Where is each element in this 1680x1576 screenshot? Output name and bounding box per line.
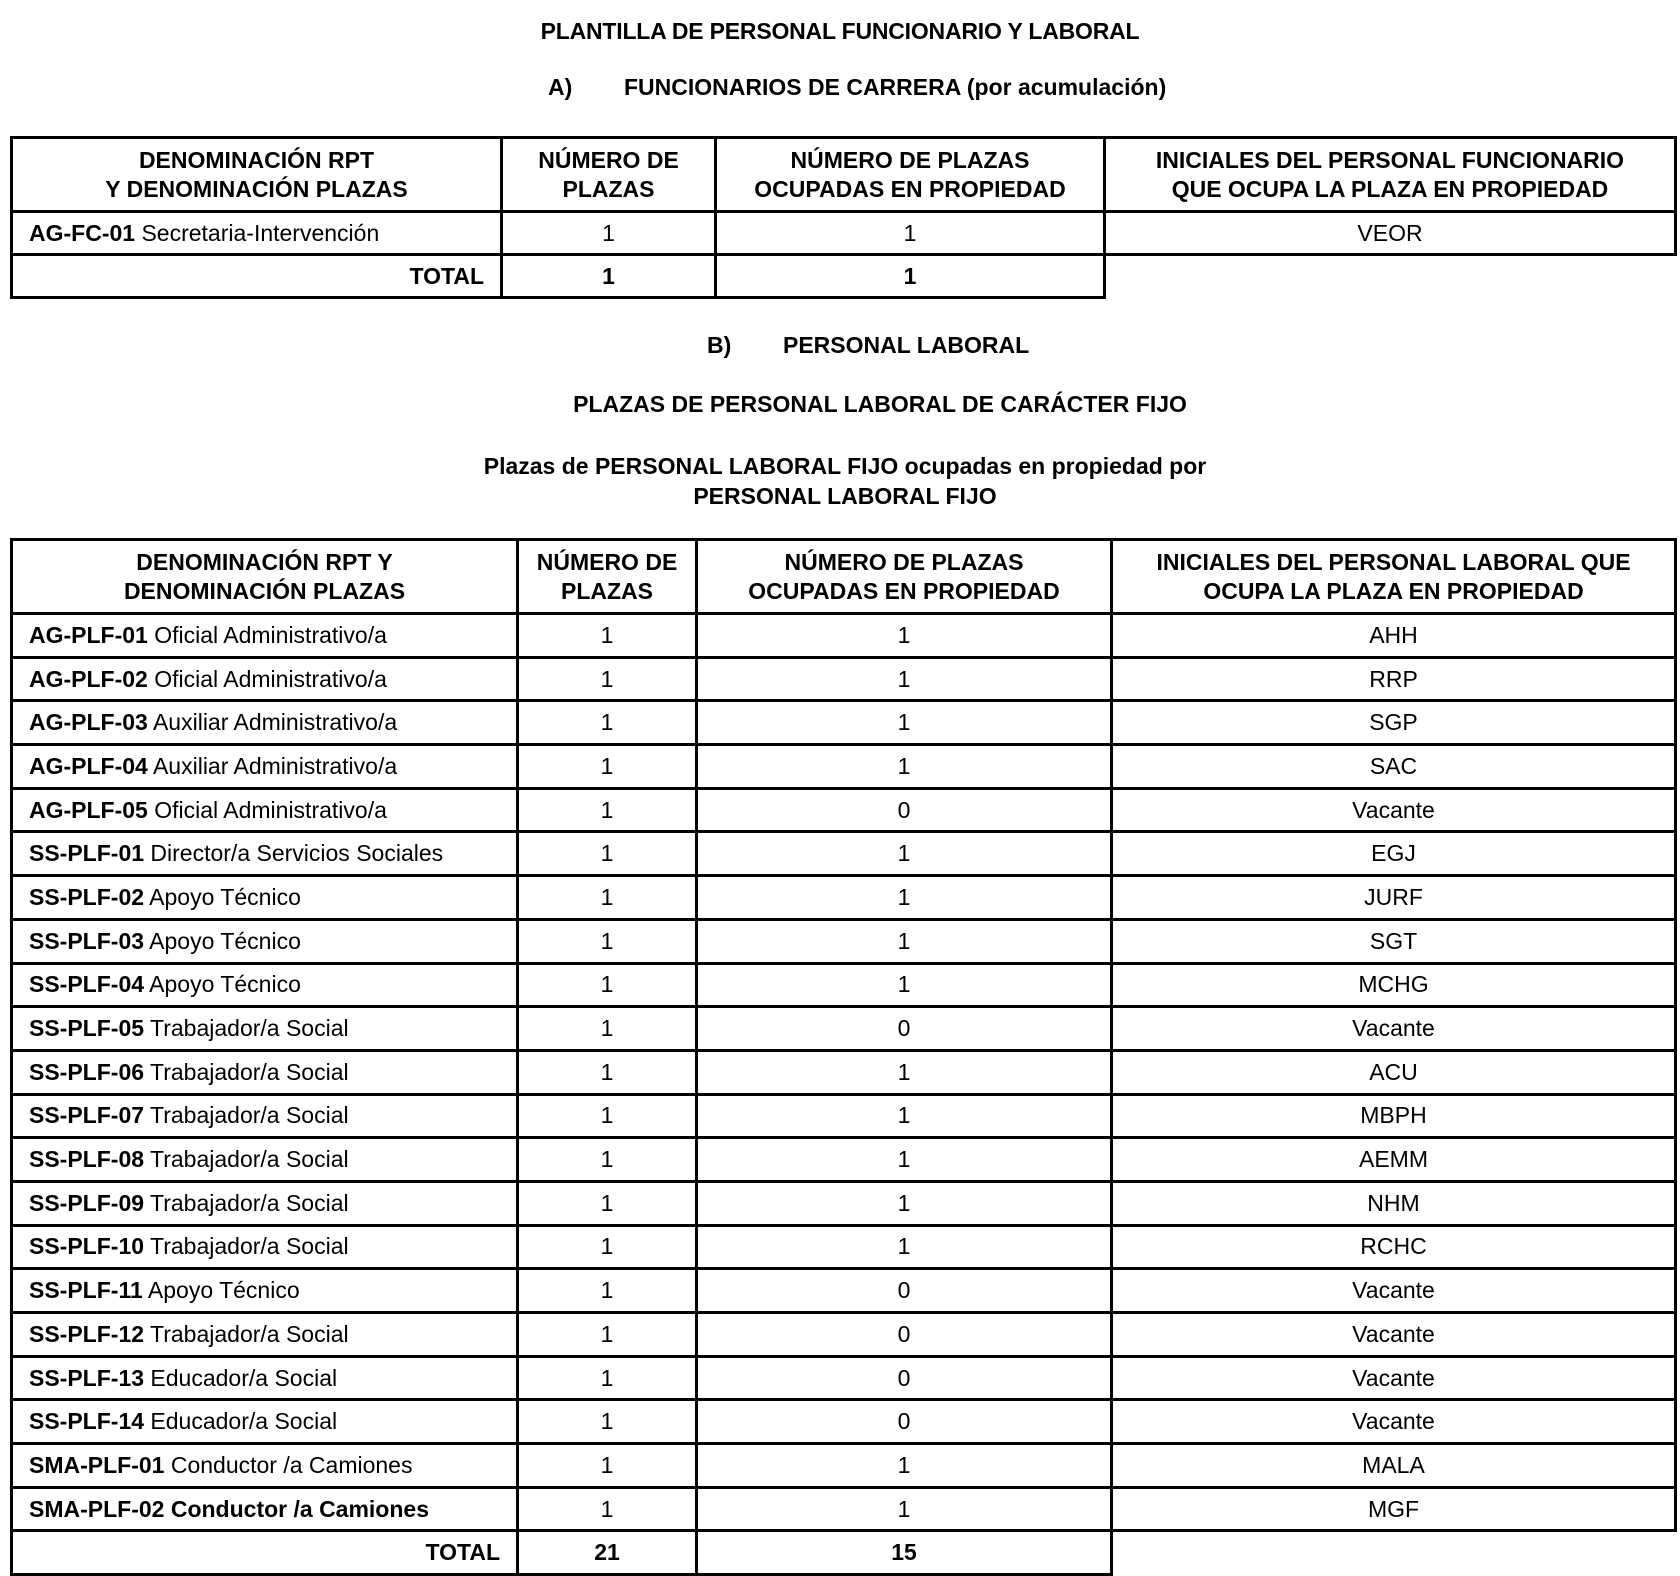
cell-ocupadas: 1 <box>697 1050 1112 1094</box>
plaza-code: SS-PLF-06 <box>29 1058 145 1085</box>
table-total-row <box>12 1531 1676 1575</box>
table-row <box>12 1094 1676 1138</box>
cell-ocupadas: 0 <box>697 788 1112 832</box>
cell-plazas: 1 <box>518 876 697 920</box>
plaza-code: AG-PLF-03 <box>29 709 148 736</box>
plaza-name: Auxiliar Administrativo/a <box>152 709 398 736</box>
cell-denominacion <box>12 1487 518 1531</box>
table-row <box>12 1400 1676 1444</box>
cell-denominacion <box>12 1356 518 1400</box>
plaza-code: AG-PLF-02 <box>29 665 148 692</box>
cell-iniciales: RRP <box>1112 657 1676 701</box>
plaza-code: SS-PLF-11 <box>29 1277 143 1304</box>
table-funcionarios <box>10 136 1677 299</box>
plaza-name: Trabajador/a Social <box>150 1320 349 1347</box>
cell-denominacion <box>12 1313 518 1357</box>
cell-ocupadas: 1 <box>697 614 1112 658</box>
section-b-title: PERSONAL LABORAL <box>783 332 1030 358</box>
cell-iniciales: Vacante <box>1112 1400 1676 1444</box>
table-row <box>12 1050 1676 1094</box>
plaza-name: Oficial Administrativo/a <box>154 796 387 823</box>
cell-iniciales: EGJ <box>1112 832 1676 876</box>
section-b-letter: B) <box>707 332 732 358</box>
caption-line-1: Plazas de PERSONAL LABORAL FIJO ocupadas en propiedad por <box>483 453 1207 479</box>
cell-plazas: 1 <box>518 788 697 832</box>
table-row <box>12 1444 1676 1488</box>
total-ocupadas: 1 <box>716 255 1105 298</box>
cell-denominacion <box>12 1138 518 1182</box>
cell-iniciales: MCHG <box>1112 963 1676 1007</box>
cell-iniciales: SGT <box>1112 919 1676 963</box>
plaza-code: SS-PLF-09 <box>29 1189 145 1216</box>
cell-plazas: 1 <box>518 1225 697 1269</box>
cell-plazas: 1 <box>518 745 697 789</box>
cell-denominacion <box>12 1181 518 1225</box>
header-numero-plazas: NÚMERO DE PLAZAS <box>518 540 697 614</box>
cell-ocupadas: 1 <box>697 919 1112 963</box>
plaza-name: Trabajador/a Social <box>150 1189 349 1216</box>
cell-iniciales: AHH <box>1112 614 1676 658</box>
table-row <box>12 876 1676 920</box>
plaza-name: Trabajador/a Social <box>150 1146 349 1173</box>
header-iniciales: INICIALES DEL PERSONAL FUNCIONARIO QUE OCUPA LA PLAZA EN PROPIEDAD <box>1105 138 1676 212</box>
table-row <box>12 614 1676 658</box>
section-b-heading <box>707 332 1029 359</box>
cell-iniciales: Vacante <box>1112 1269 1676 1313</box>
cell-plazas: 1 <box>518 1007 697 1051</box>
cell-denominacion <box>12 963 518 1007</box>
header-denominacion: DENOMINACIÓN RPT Y DENOMINACIÓN PLAZAS <box>12 138 502 212</box>
total-label: TOTAL <box>12 1531 518 1575</box>
cell-ocupadas: 1 <box>697 1444 1112 1488</box>
table-row <box>12 963 1676 1007</box>
section-b-subheading: PLAZAS DE PERSONAL LABORAL DE CARÁCTER FIJO <box>573 391 1187 417</box>
plaza-name: Oficial Administrativo/a <box>154 665 387 692</box>
cell-iniciales: VEOR <box>1105 212 1676 255</box>
cell-iniciales: SAC <box>1112 745 1676 789</box>
table-total-row <box>12 255 1676 298</box>
cell-denominacion <box>12 1050 518 1094</box>
plaza-code: SS-PLF-10 <box>29 1233 145 1260</box>
cell-ocupadas: 1 <box>697 1094 1112 1138</box>
plaza-code: SS-PLF-04 <box>29 971 145 998</box>
plaza-name: Educador/a Social <box>150 1364 338 1391</box>
cell-iniciales: RCHC <box>1112 1225 1676 1269</box>
cell-denominacion <box>12 919 518 963</box>
plaza-code: SS-PLF-05 <box>29 1015 145 1042</box>
cell-denominacion <box>12 788 518 832</box>
section-a-title: FUNCIONARIOS DE CARRERA (por acumulación) <box>624 74 1167 100</box>
header-numero-plazas: NÚMERO DE PLAZAS <box>502 138 716 212</box>
cell-ocupadas: 0 <box>697 1007 1112 1051</box>
cell-denominacion <box>12 1225 518 1269</box>
cell-iniciales: NHM <box>1112 1181 1676 1225</box>
table-row <box>12 745 1676 789</box>
plaza-name: Trabajador/a Social <box>150 1015 349 1042</box>
document-title: PLANTILLA DE PERSONAL FUNCIONARIO Y LABORAL <box>540 18 1140 44</box>
cell-plazas: 1 <box>518 1400 697 1444</box>
cell-plazas: 1 <box>518 701 697 745</box>
table-row <box>12 1138 1676 1182</box>
cell-ocupadas: 1 <box>697 1487 1112 1531</box>
cell-plazas: 1 <box>518 1269 697 1313</box>
plaza-code: SMA-PLF-01 <box>29 1451 165 1478</box>
table-personal-laboral <box>10 538 1677 1576</box>
table-row <box>12 832 1676 876</box>
cell-iniciales: Vacante <box>1112 1313 1676 1357</box>
cell-ocupadas: 1 <box>697 832 1112 876</box>
total-ocupadas: 15 <box>697 1531 1112 1575</box>
plaza-name: Trabajador/a Social <box>150 1233 349 1260</box>
cell-plazas: 1 <box>518 1138 697 1182</box>
section-b-caption <box>0 451 1680 511</box>
cell-ocupadas: 1 <box>697 1138 1112 1182</box>
cell-ocupadas: 1 <box>697 876 1112 920</box>
header-ocupadas: NÚMERO DE PLAZAS OCUPADAS EN PROPIEDAD <box>716 138 1105 212</box>
plaza-name: Conductor /a Camiones <box>170 1495 429 1522</box>
total-plazas: 21 <box>518 1531 697 1575</box>
cell-denominacion: AG-FC-01 Secretaria-Intervención <box>12 212 502 255</box>
plaza-name: Trabajador/a Social <box>150 1058 349 1085</box>
cell-ocupadas: 1 <box>697 745 1112 789</box>
plaza-name: Apoyo Técnico <box>149 971 301 998</box>
cell-plazas: 1 <box>518 919 697 963</box>
cell-denominacion <box>12 745 518 789</box>
plaza-code: SS-PLF-07 <box>29 1102 145 1129</box>
table-row <box>12 1007 1676 1051</box>
cell-plazas: 1 <box>518 832 697 876</box>
cell-plazas: 1 <box>518 1181 697 1225</box>
cell-plazas: 1 <box>518 1094 697 1138</box>
cell-denominacion <box>12 1007 518 1051</box>
cell-iniciales: MGF <box>1112 1487 1676 1531</box>
cell-denominacion <box>12 657 518 701</box>
table-row <box>12 657 1676 701</box>
plaza-name: Apoyo Técnico <box>147 1277 300 1304</box>
cell-plazas: 1 <box>518 1050 697 1094</box>
table-row <box>12 1225 1676 1269</box>
cell-plazas: 1 <box>518 963 697 1007</box>
table-header-row <box>12 540 1676 614</box>
cell-iniciales: MALA <box>1112 1444 1676 1488</box>
cell-ocupadas: 1 <box>697 701 1112 745</box>
cell-denominacion <box>12 1444 518 1488</box>
plaza-name: Educador/a Social <box>150 1408 338 1435</box>
plaza-code: SS-PLF-14 <box>29 1408 145 1435</box>
cell-denominacion <box>12 1094 518 1138</box>
section-a-letter: A) <box>548 74 573 100</box>
table-header-row <box>12 138 1676 212</box>
table-row <box>12 701 1676 745</box>
cell-ocupadas: 1 <box>697 657 1112 701</box>
cell-plazas: 1 <box>518 1487 697 1531</box>
plaza-code: SS-PLF-02 <box>29 883 145 910</box>
cell-ocupadas: 1 <box>697 963 1112 1007</box>
plaza-code: AG-PLF-01 <box>29 621 148 648</box>
plaza-name: Apoyo Técnico <box>149 883 301 910</box>
table-row <box>12 1269 1676 1313</box>
cell-denominacion <box>12 1269 518 1313</box>
table-row <box>12 919 1676 963</box>
plaza-code: SS-PLF-08 <box>29 1146 145 1173</box>
plaza-code: AG-PLF-05 <box>29 796 148 823</box>
plaza-code: AG-PLF-04 <box>29 752 148 779</box>
table-row <box>12 1356 1676 1400</box>
cell-ocupadas: 1 <box>716 212 1105 255</box>
table-row <box>12 1487 1676 1531</box>
cell-denominacion <box>12 1400 518 1444</box>
plaza-code: SS-PLF-03 <box>29 927 145 954</box>
cell-plazas: 1 <box>502 212 716 255</box>
header-ocupadas: NÚMERO DE PLAZAS OCUPADAS EN PROPIEDAD <box>697 540 1112 614</box>
plaza-code: SMA-PLF-02 <box>29 1495 165 1522</box>
cell-iniciales: ACU <box>1112 1050 1676 1094</box>
cell-denominacion <box>12 876 518 920</box>
cell-plazas: 1 <box>518 614 697 658</box>
header-iniciales: INICIALES DEL PERSONAL LABORAL QUE OCUPA LA PLAZA EN PROPIEDAD <box>1112 540 1676 614</box>
table-row <box>12 1181 1676 1225</box>
cell-iniciales: AEMM <box>1112 1138 1676 1182</box>
cell-denominacion <box>12 614 518 658</box>
plaza-name: Conductor /a Camiones <box>170 1451 413 1478</box>
cell-iniciales: Vacante <box>1112 1007 1676 1051</box>
cell-ocupadas: 0 <box>697 1400 1112 1444</box>
cell-iniciales: Vacante <box>1112 1356 1676 1400</box>
plaza-name: Director/a Servicios Sociales <box>150 840 444 867</box>
cell-plazas: 1 <box>518 1313 697 1357</box>
section-a-heading <box>548 74 1166 101</box>
header-denominacion: DENOMINACIÓN RPT Y DENOMINACIÓN PLAZAS <box>12 540 518 614</box>
plaza-name: Oficial Administrativo/a <box>154 621 387 648</box>
plaza-name: Apoyo Técnico <box>149 927 301 954</box>
total-plazas: 1 <box>502 255 716 298</box>
cell-ocupadas: 1 <box>697 1225 1112 1269</box>
table-row <box>12 788 1676 832</box>
plaza-code: SS-PLF-13 <box>29 1364 145 1391</box>
cell-ocupadas: 0 <box>697 1356 1112 1400</box>
caption-line-2: PERSONAL LABORAL FIJO <box>693 483 997 509</box>
table-row <box>12 1313 1676 1357</box>
cell-plazas: 1 <box>518 1356 697 1400</box>
total-label: TOTAL <box>12 255 502 298</box>
plaza-name: Trabajador/a Social <box>150 1102 349 1129</box>
cell-plazas: 1 <box>518 1444 697 1488</box>
cell-plazas: 1 <box>518 657 697 701</box>
plaza-name: Auxiliar Administrativo/a <box>152 752 398 779</box>
plaza-code: SS-PLF-01 <box>29 840 145 867</box>
cell-denominacion <box>12 701 518 745</box>
cell-iniciales: JURF <box>1112 876 1676 920</box>
cell-iniciales: MBPH <box>1112 1094 1676 1138</box>
cell-ocupadas: 1 <box>697 1181 1112 1225</box>
cell-denominacion <box>12 832 518 876</box>
cell-ocupadas: 0 <box>697 1313 1112 1357</box>
cell-iniciales: SGP <box>1112 701 1676 745</box>
plaza-code: SS-PLF-12 <box>29 1320 145 1347</box>
cell-ocupadas: 0 <box>697 1269 1112 1313</box>
cell-iniciales: Vacante <box>1112 788 1676 832</box>
table-row <box>12 212 1676 255</box>
